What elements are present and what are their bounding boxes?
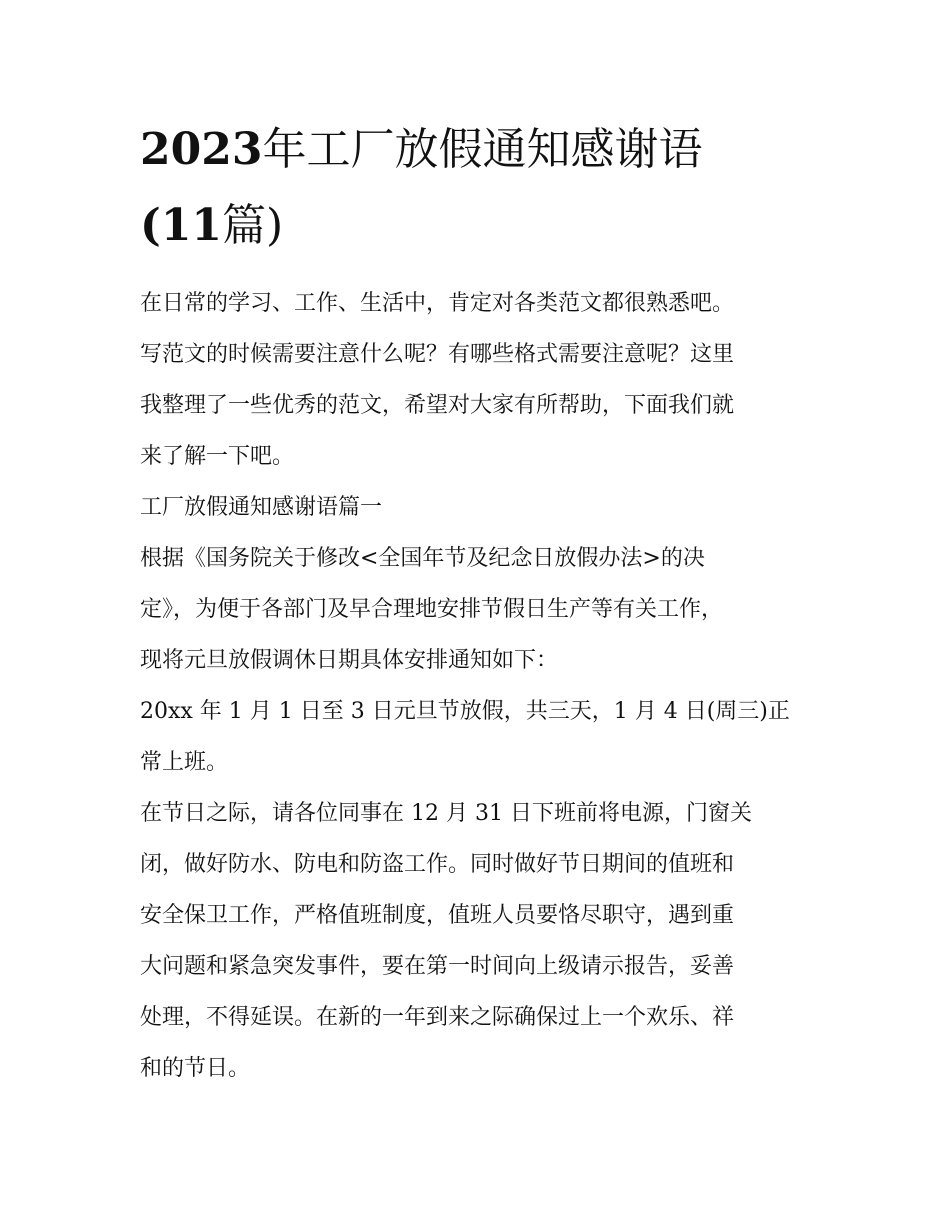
- notice-paragraph-2: [140, 686, 812, 788]
- notice-paragraph-1: [140, 533, 812, 686]
- intro-line: 我整理了一些优秀的范文，希望对大家有所帮助，下面我们就: [140, 393, 735, 418]
- paragraph-line: 和的节日。: [140, 1056, 251, 1081]
- notice-paragraph-3: [140, 788, 812, 1094]
- intro-line: 在日常的学习、工作、生活中，肯定对各类范文都很熟悉吧。: [140, 291, 735, 316]
- title-line-2: [140, 188, 812, 264]
- paragraph-line: 定》，为便于各部门及早合理地安排节假日生产等有关工作，: [140, 597, 724, 622]
- document-title: [140, 112, 812, 264]
- intro-line: 来了解一下吧。: [140, 444, 295, 469]
- paragraph-line: 现将元旦放假调休日期具体安排通知如下：: [140, 648, 559, 673]
- paragraph-line: 常上班。: [140, 750, 229, 775]
- document-page: [140, 112, 812, 1094]
- paragraph-line: 闭，做好防水、防电和防盗工作。同时做好节日期间的值班和: [140, 852, 735, 877]
- intro-paragraph: [140, 278, 812, 482]
- title-count-unit: 篇): [222, 200, 284, 251]
- paragraph-line: 大问题和紧急突发事件，要在第一时间向上级请示报告，妥善: [140, 954, 735, 979]
- title-count: (11: [140, 200, 223, 251]
- intro-line: 写范文的时候需要注意什么呢？有哪些格式需要注意呢？这里: [140, 342, 735, 367]
- title-line-1: [140, 112, 812, 188]
- paragraph-line: 20xx 年 1 月 1 日至 3 日元旦节放假，共三天，1 月 4 日(周三)正: [140, 699, 790, 724]
- paragraph-line: 根据《国务院关于修改<全国年节及纪念日放假办法>的决: [140, 546, 705, 571]
- section-heading-text: 工厂放假通知感谢语篇一: [140, 495, 383, 520]
- title-text: 年工厂放假通知感谢语: [262, 124, 703, 175]
- paragraph-line: 安全保卫工作，严格值班制度，值班人员要恪尽职守，遇到重: [140, 903, 735, 928]
- paragraph-line: 处理，不得延误。在新的一年到来之际确保过上一个欢乐、祥: [140, 1005, 735, 1030]
- title-year: 2023: [140, 124, 263, 175]
- paragraph-line: 在节日之际，请各位同事在 12 月 31 日下班前将电源，门窗关: [140, 801, 752, 826]
- document-body: [140, 278, 812, 1094]
- section-heading: [140, 482, 812, 533]
